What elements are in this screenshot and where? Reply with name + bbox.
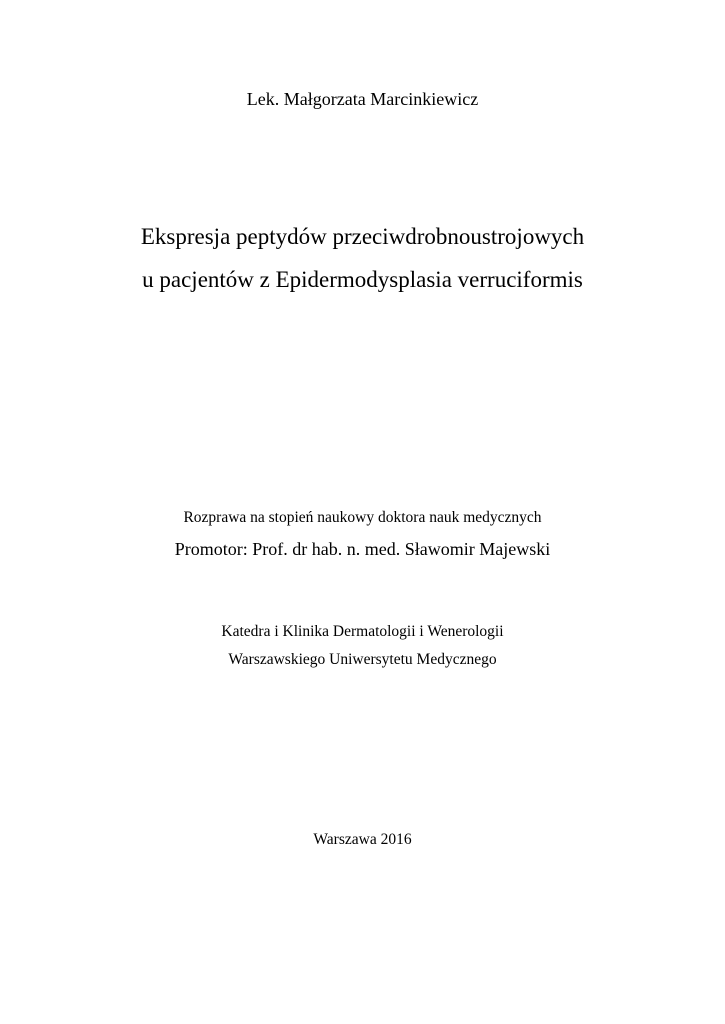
thesis-title-line-1: Ekspresja peptydów przeciwdrobnoustrojowych — [140, 224, 585, 249]
dissertation-description: Rozprawa na stopień naukowy doktora nauk medycznych — [183, 509, 542, 526]
department-line-1: Katedra i Klinika Dermatologii i Wenerologii — [221, 623, 504, 640]
promotor-line: Promotor: Prof. dr hab. n. med. Sławomir Majewski — [174, 539, 551, 559]
department-line-2: Warszawskiego Uniwersytetu Medycznego — [228, 651, 497, 668]
place-and-year: Warszawa 2016 — [313, 831, 412, 848]
author-name: Lek. Małgorzata Marcinkiewicz — [246, 89, 479, 109]
thesis-title-line-2: u pacjentów z Epidermodysplasia verruciformis — [142, 267, 583, 292]
